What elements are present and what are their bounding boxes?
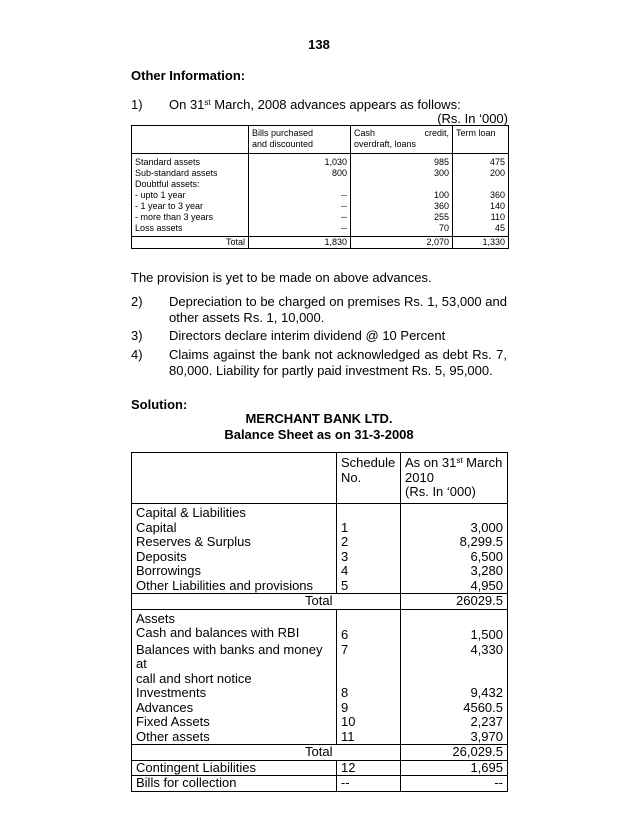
balance-sheet-table <box>131 452 508 792</box>
row-amount: 3,000 <box>401 521 508 536</box>
row-cash: 360 <box>351 201 453 212</box>
row-amount: 4560.5 <box>401 701 508 716</box>
row-term: 110 <box>453 212 509 223</box>
row-amount: 2,237 <box>401 715 508 730</box>
table-row <box>132 190 509 201</box>
header-bills: Bills purchased and discounted <box>249 126 351 154</box>
row-bills: -- <box>249 212 351 223</box>
table-row <box>132 672 508 687</box>
table-row <box>132 223 509 237</box>
bs-header-row <box>132 453 508 504</box>
table-row <box>132 643 508 672</box>
row-cash: 100 <box>351 190 453 201</box>
row-cash <box>351 179 453 190</box>
row-amount: 1,500 <box>401 626 508 643</box>
total-bills: 1,830 <box>249 237 351 249</box>
row-label: Doubtful assets: <box>132 179 249 190</box>
advances-total-row <box>132 237 509 249</box>
row-label: Reserves & Surplus <box>132 535 337 550</box>
row-bills: -- <box>249 223 351 237</box>
liabilities-heading: Capital & Liabilities <box>132 504 337 521</box>
row-cash: 70 <box>351 223 453 237</box>
table-row <box>132 179 509 190</box>
row-term: 140 <box>453 201 509 212</box>
row-schedule: 1 <box>337 521 401 536</box>
header-term: Term loan <box>453 126 509 154</box>
bills-collection-row <box>132 776 508 792</box>
total-label: Total <box>132 237 249 249</box>
row-schedule: 11 <box>337 730 401 745</box>
row-amount <box>401 672 508 687</box>
row-label: Standard assets <box>132 154 249 169</box>
advances-table <box>131 125 509 249</box>
item-2-number: 2) <box>131 294 143 309</box>
row-schedule: 5 <box>337 579 401 594</box>
contingent-label: Contingent Liabilities <box>132 760 337 776</box>
row-schedule: 2 <box>337 535 401 550</box>
row-bills: 1,030 <box>249 154 351 169</box>
bs-header-schedule: Schedule No. <box>337 453 401 504</box>
row-amount: 3,280 <box>401 564 508 579</box>
row-amount: 6,500 <box>401 550 508 565</box>
liab-total-row <box>132 594 508 610</box>
item-4-text: Claims against the bank not acknowledged as debt Rs. 7, 80,000. Liability for partly paid investment Rs. 5, 95,000. <box>169 347 507 378</box>
row-term: 200 <box>453 168 509 179</box>
row-label: Balances with banks and money at <box>132 643 337 672</box>
header-cash: Cash credit, overdraft, loans <box>351 126 453 154</box>
row-schedule: 3 <box>337 550 401 565</box>
row-term: 45 <box>453 223 509 237</box>
table-row <box>132 212 509 223</box>
liab-total-amount: 26029.5 <box>401 594 508 610</box>
item-3-number: 3) <box>131 328 143 343</box>
solution-heading: Solution: <box>131 397 188 412</box>
table-row <box>132 579 508 594</box>
table-row <box>132 730 508 745</box>
bills-amount: -- <box>401 776 508 792</box>
table-row <box>132 154 509 169</box>
row-amount: 3,970 <box>401 730 508 745</box>
page-number: 138 <box>308 37 330 52</box>
table-row <box>132 564 508 579</box>
row-label: Advances <box>132 701 337 716</box>
table-row <box>132 168 509 179</box>
row-schedule: 4 <box>337 564 401 579</box>
row-term: 475 <box>453 154 509 169</box>
advances-table-header <box>132 126 509 154</box>
row-bills: 800 <box>249 168 351 179</box>
row-label: Other assets <box>132 730 337 745</box>
balance-sheet-title: Balance Sheet as on 31-3-2008 <box>224 427 414 442</box>
row-label: Sub-standard assets <box>132 168 249 179</box>
table-row <box>132 535 508 550</box>
row-bills <box>249 179 351 190</box>
bank-name: MERCHANT BANK LTD. <box>245 411 393 426</box>
row-amount: 4,330 <box>401 643 508 672</box>
table-row <box>132 626 508 643</box>
item-2-text: Depreciation to be charged on premises Rs. 1, 53,000 and other assets Rs. 1, 10,000. <box>169 294 507 325</box>
table-row <box>132 550 508 565</box>
liab-total-label: Total <box>132 594 337 610</box>
row-schedule: 7 <box>337 643 401 672</box>
table-row <box>132 701 508 716</box>
table-row <box>132 715 508 730</box>
assets-total-row <box>132 745 508 761</box>
row-label: - upto 1 year <box>132 190 249 201</box>
table-row <box>132 521 508 536</box>
item-3-text: Directors declare interim dividend @ 10 Percent <box>169 328 446 343</box>
row-label: Cash and balances with RBI <box>132 626 337 643</box>
row-label: Deposits <box>132 550 337 565</box>
assets-heading: Assets <box>132 609 337 626</box>
other-info-heading: Other Information: <box>131 68 246 83</box>
row-schedule <box>337 672 401 687</box>
row-label: Fixed Assets <box>132 715 337 730</box>
row-amount: 9,432 <box>401 686 508 701</box>
row-label: call and short notice <box>132 672 337 687</box>
row-label: - more than 3 years <box>132 212 249 223</box>
contingent-row <box>132 760 508 776</box>
item-4-number: 4) <box>131 347 143 362</box>
row-label: Borrowings <box>132 564 337 579</box>
row-schedule: 8 <box>337 686 401 701</box>
row-cash: 985 <box>351 154 453 169</box>
provision-text: The provision is yet to be made on above advances. <box>131 270 432 285</box>
row-amount: 4,950 <box>401 579 508 594</box>
table-row <box>132 686 508 701</box>
assets-total-amount: 26,029.5 <box>401 745 508 761</box>
row-term: 360 <box>453 190 509 201</box>
row-schedule: 10 <box>337 715 401 730</box>
row-cash: 255 <box>351 212 453 223</box>
item-1-text: On 31st March, 2008 advances appears as follows: <box>169 97 461 112</box>
row-bills: -- <box>249 201 351 212</box>
row-amount: 8,299.5 <box>401 535 508 550</box>
row-term <box>453 179 509 190</box>
bs-assets-heading-row <box>132 609 508 626</box>
row-label: - 1 year to 3 year <box>132 201 249 212</box>
row-label: Investments <box>132 686 337 701</box>
bs-header-blank <box>132 453 337 504</box>
row-bills: -- <box>249 190 351 201</box>
row-schedule: 9 <box>337 701 401 716</box>
bills-schedule: -- <box>337 776 401 792</box>
total-term: 1,330 <box>453 237 509 249</box>
table-row <box>132 201 509 212</box>
contingent-schedule: 12 <box>337 760 401 776</box>
bs-liab-heading-row <box>132 504 508 521</box>
assets-total-label: Total <box>132 745 337 761</box>
row-label: Capital <box>132 521 337 536</box>
header-blank <box>132 126 249 154</box>
bs-header-amount: As on 31st March 2010 (Rs. In ‘000) <box>401 453 508 504</box>
row-label: Loss assets <box>132 223 249 237</box>
item-1-unit: (Rs. In ‘000) <box>437 111 508 126</box>
bills-label: Bills for collection <box>132 776 337 792</box>
total-cash: 2,070 <box>351 237 453 249</box>
row-label: Other Liabilities and provisions <box>132 579 337 594</box>
item-1-number: 1) <box>131 97 143 112</box>
contingent-amount: 1,695 <box>401 760 508 776</box>
row-cash: 300 <box>351 168 453 179</box>
row-schedule: 6 <box>337 626 401 643</box>
